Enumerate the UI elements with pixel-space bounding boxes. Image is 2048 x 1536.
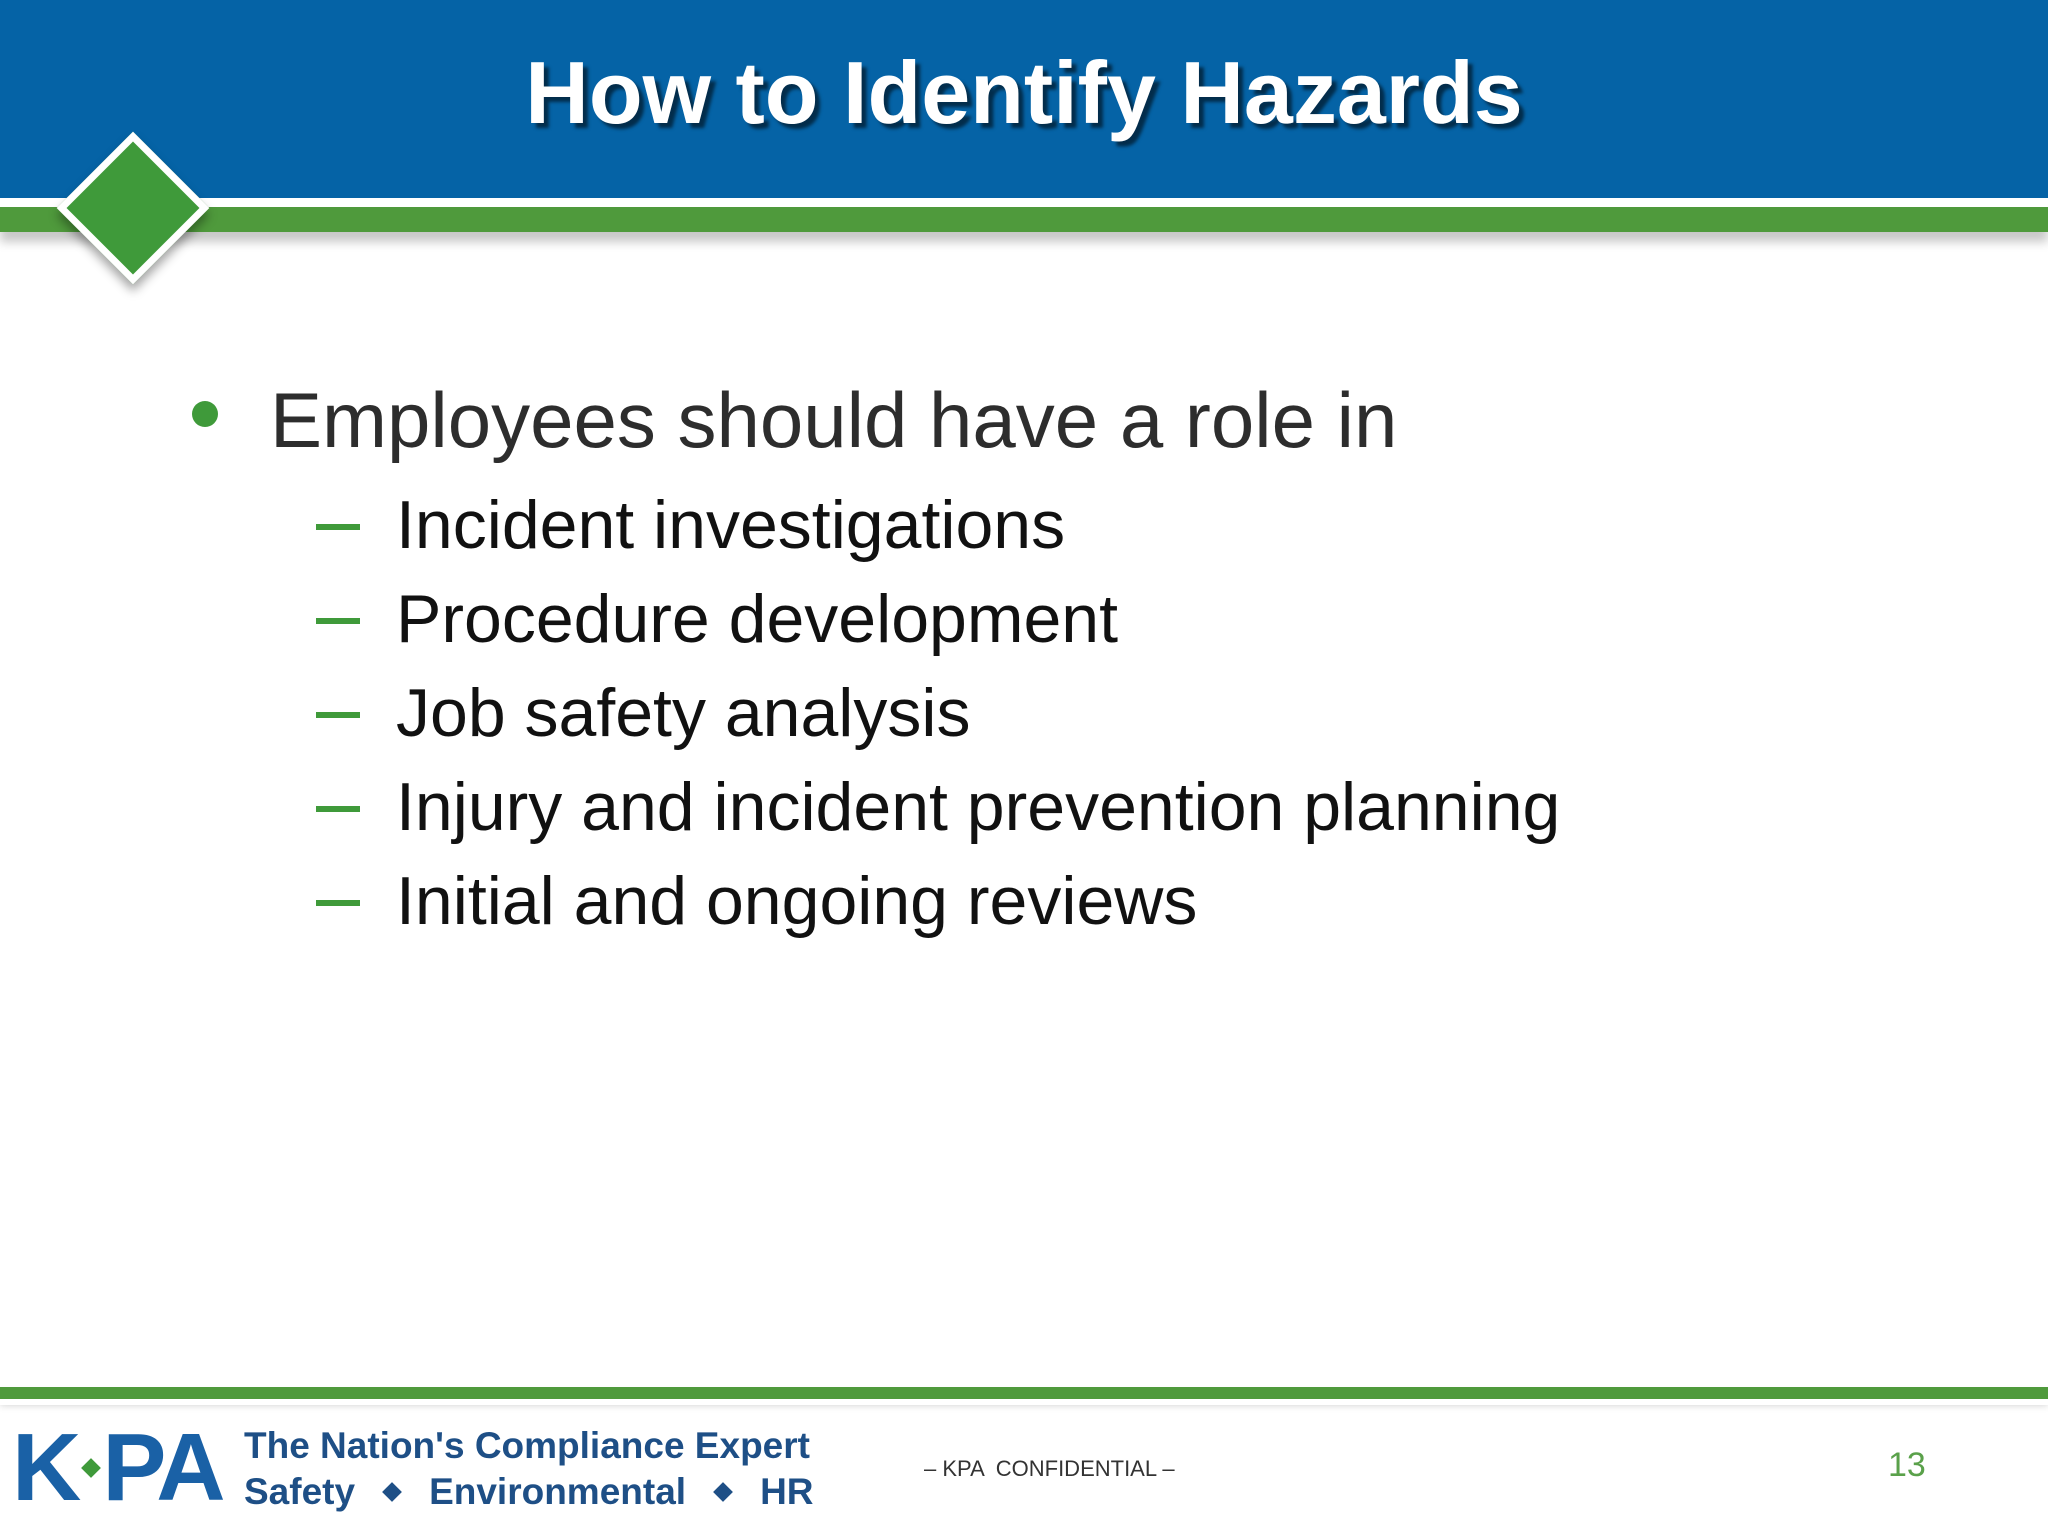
logo-letters-pa: PA (102, 1414, 223, 1521)
main-bullet: Employees should have a role in (270, 376, 1398, 464)
kpa-logo (12, 1414, 223, 1521)
sub-bullet (0, 478, 2048, 572)
dash-icon (316, 806, 360, 812)
slide-title: How to Identify Hazards (525, 43, 1523, 142)
logo-letter-k: K (12, 1414, 79, 1521)
sub-bullet (0, 572, 2048, 666)
page-number: 13 (1888, 1446, 1926, 1484)
sub-bullet-list (0, 478, 2048, 948)
footer-divider (0, 1399, 2048, 1405)
footer-green-line (0, 1387, 2048, 1399)
bullet-dot-icon (192, 401, 218, 427)
sub-bullet-text: Incident investigations (396, 487, 1066, 563)
tagline-diamond-icon (382, 1482, 402, 1502)
header-green-bar (0, 207, 2048, 232)
sub-bullet (0, 854, 2048, 948)
sub-bullet-text: Procedure development (396, 581, 1119, 657)
sub-bullet (0, 760, 2048, 854)
tagline-diamond-icon (713, 1482, 733, 1502)
confidential-notice: – KPA CONFIDENTIAL – (924, 1456, 1175, 1481)
header-divider (0, 198, 2048, 207)
tagline-environmental: Environmental (429, 1471, 687, 1512)
company-tagline (244, 1423, 814, 1515)
sub-bullet-text: Job safety analysis (396, 675, 971, 751)
dash-icon (316, 524, 360, 530)
dash-icon (316, 618, 360, 624)
sub-bullet (0, 666, 2048, 760)
tagline-headline: The Nation's Compliance Expert (244, 1425, 810, 1466)
tagline-hr: HR (760, 1471, 814, 1512)
dash-icon (316, 900, 360, 906)
logo-diamond-icon (81, 1458, 101, 1478)
dash-icon (316, 712, 360, 718)
tagline-safety: Safety (244, 1471, 356, 1512)
sub-bullet-text: Initial and ongoing reviews (396, 863, 1198, 939)
sub-bullet-text: Injury and incident prevention planning (396, 769, 1561, 845)
